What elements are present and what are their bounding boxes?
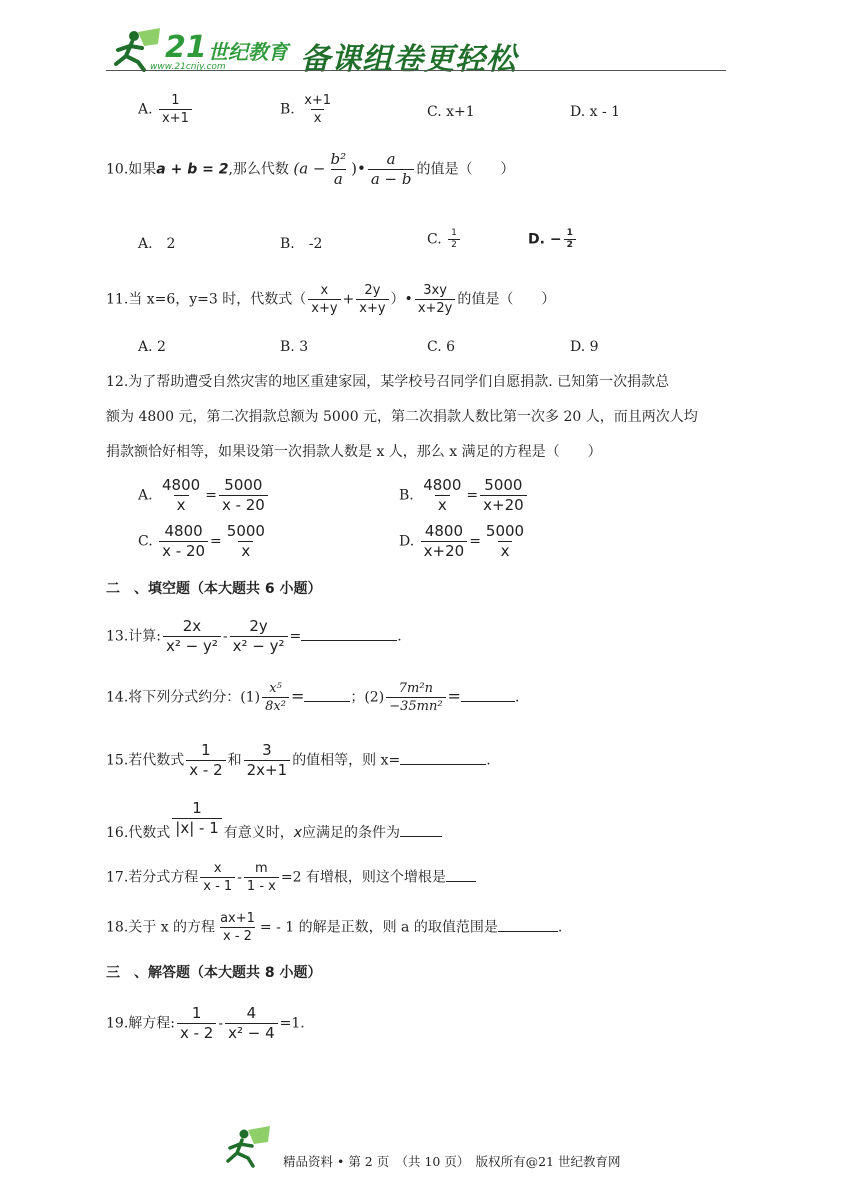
fraction: $\frac{1}{x+1}$ — [159, 92, 192, 127]
question-12-line-2: 额为 4800 元，第二次捐款总额为 5000 元，第二次捐款人数比第一次多 20 人，而且两次人均 — [106, 409, 698, 425]
question-16: 16.代数式 $\frac{1}{|x| - 1}$ 有意义时，x应满足的条件为 — [106, 799, 442, 838]
fraction: $\frac{1}{x - 2}$ — [177, 1004, 216, 1043]
fraction: $\frac{\text{7m²n}}{\text{−35mn²}}$ — [386, 680, 445, 715]
q9-option-b: B. $\frac{x+1}{x}$ — [280, 92, 336, 127]
q9-option-c: C. x+1 — [427, 104, 475, 120]
fraction: $\frac{3}{2x+1}$ — [244, 741, 291, 780]
fraction: $\frac{2y}{x+y}$ — [356, 282, 388, 317]
fraction: $\frac{2y}{\text{x² − y²}}$ — [230, 617, 288, 656]
question-15: 15.若代数式 $\frac{1}{x - 2}$ 和 $\frac{3}{2x+1}$ 的值相等，则 x= . — [106, 741, 491, 779]
q11-option-b: B. 3 — [280, 339, 309, 355]
q9-option-a: A. $\frac{1}{x+1}$ — [138, 92, 194, 127]
fraction: $\frac{ax+1}{x - 2}$ — [220, 911, 255, 944]
runner-logo-icon — [222, 1124, 278, 1168]
answer-blank[interactable] — [498, 931, 558, 932]
q10-option-c: C. $\frac{1}{2}$ — [427, 228, 462, 251]
q10-option-a: A. 2 — [138, 236, 176, 252]
q10-option-b: B. -2 — [280, 236, 323, 252]
q11-option-c: C. 6 — [427, 339, 456, 355]
question-12-line-3: 捐款额恰好相等，如果设第一次捐款人数是 x 人，那么 x 满足的方程是（ ） — [106, 444, 602, 460]
question-17: 17.若分式方程 $\frac{x}{x - 1}$ - $\frac{m}{1 - x}$ =2 有增根，则这个增根是 — [106, 860, 476, 895]
question-18: 18.关于 x 的方程 $\frac{ax+1}{x - 2}$ = - 1 的解是正数，则 a 的取值范围是 . — [106, 911, 563, 944]
q9-option-d: D. x - 1 — [570, 104, 621, 120]
question-19: 19.解方程: $\frac{1}{x - 2}$ - $\frac{4}{\text{x² − 4}}$ =1. — [106, 1004, 305, 1042]
fraction: $\frac{5000}{x}$ — [485, 522, 525, 560]
fraction: $\frac{5000}{x+20}$ — [480, 476, 527, 515]
fraction: $\frac{x+1}{x}$ — [304, 93, 332, 126]
q12-option-a: A. $\frac{4800}{x}$ = $\frac{5000}{x - 20}$ — [138, 476, 270, 515]
fraction: $\frac{2x}{\text{x² − y²}}$ — [163, 617, 221, 656]
q12-option-d: D. $\frac{4800}{x+20}$ = $\frac{5000}{x}$ — [399, 522, 529, 561]
answer-blank[interactable] — [400, 836, 442, 837]
answer-blank[interactable] — [304, 701, 350, 702]
question-14: 14.将下列分式约分：(1) $\frac{\text{x⁵}}{\text{8x²}}$ = ；(2) $\frac{\text{7m²n}}{\text{−35mn²}}$ = . — [106, 681, 520, 714]
fraction: $\frac{5000}{x}$ — [226, 522, 265, 560]
fraction: $\frac{4800}{x - 20}$ — [159, 522, 208, 561]
q10-option-d: D. − $\frac{1}{2}$ — [528, 228, 578, 251]
q12-option-c: C. $\frac{4800}{x - 20}$ = $\frac{5000}{x}$ — [138, 522, 270, 561]
answer-blank[interactable] — [446, 881, 476, 882]
brand-url: www.21cnjy.com — [150, 62, 226, 72]
fraction: $\frac{a}{a - b}$ — [368, 150, 415, 189]
fraction: $\frac{4800}{x+20}$ — [421, 522, 468, 561]
answer-blank[interactable] — [301, 640, 397, 641]
section-heading-fill-in: 二 、填空题（本大题共 6 小题） — [106, 581, 322, 597]
footer-text: 精品资料 • 第 2 页 （共 10 页） 版权所有@21 世纪教育网 — [283, 1154, 621, 1169]
header-rule — [106, 70, 726, 71]
q12-option-b: B. $\frac{4800}{x}$ = $\frac{5000}{x+20}$ — [399, 476, 529, 515]
answer-blank[interactable] — [400, 764, 486, 765]
fraction: $\frac{x}{x+y}$ — [308, 282, 340, 317]
fraction: $\frac{1}{2}$ — [448, 228, 460, 251]
header-slogan: 备课组卷更轻松 — [300, 42, 517, 77]
question-12-line-1: 12.为了帮助遭受自然灾害的地区重建家园，某学校号召同学们自愿捐款. 已知第一次捐款总 — [106, 374, 670, 390]
fraction: $\frac{4}{\text{x² − 4}}$ — [225, 1004, 278, 1043]
fraction: $\frac{1}{|x| - 1}$ — [172, 799, 221, 838]
brand-name: 世纪教育 — [208, 40, 288, 64]
brand-number: 21 — [165, 30, 207, 65]
fraction: $\frac{5000}{x - 20}$ — [219, 476, 268, 515]
fraction: $\frac{x}{x - 1}$ — [200, 860, 235, 895]
fraction: $\frac{\text{b²}}{a}$ — [330, 150, 347, 188]
q11-option-a: A. 2 — [138, 339, 166, 355]
fraction: $\frac{m}{1 - x}$ — [244, 860, 279, 895]
section-heading-solutions: 三 、解答题（本大题共 8 小题） — [106, 965, 322, 981]
question-10: 10.如果a + b = 2,那么代数 (a − $\frac{\text{b²}}{a}$ )• $\frac{a}{a - b}$ 的值是（ ） — [106, 150, 515, 188]
answer-blank[interactable] — [461, 701, 515, 702]
fraction: $\frac{\text{x⁵}}{\text{8x²}}$ — [262, 680, 289, 715]
fraction: $\frac{4800}{x}$ — [423, 476, 462, 514]
question-11: 11.当 x=6，y=3 时，代数式（ $\frac{x}{x+y}$ + $\frac{2y}{x+y}$ ）• $\frac{3xy}{x+2y}$ 的值是（ ） — [106, 283, 556, 316]
fraction: $\frac{1}{x - 2}$ — [186, 741, 225, 780]
fraction: $\frac{1}{2}$ — [564, 228, 576, 251]
fraction: $\frac{3xy}{x+2y}$ — [415, 282, 456, 317]
q11-option-d: D. 9 — [570, 339, 599, 355]
fraction: $\frac{4800}{x}$ — [162, 476, 201, 514]
question-13: 13.计算: $\frac{2x}{\text{x² − y²}}$ - $\frac{2y}{\text{x² − y²}}$ = . — [106, 617, 402, 655]
